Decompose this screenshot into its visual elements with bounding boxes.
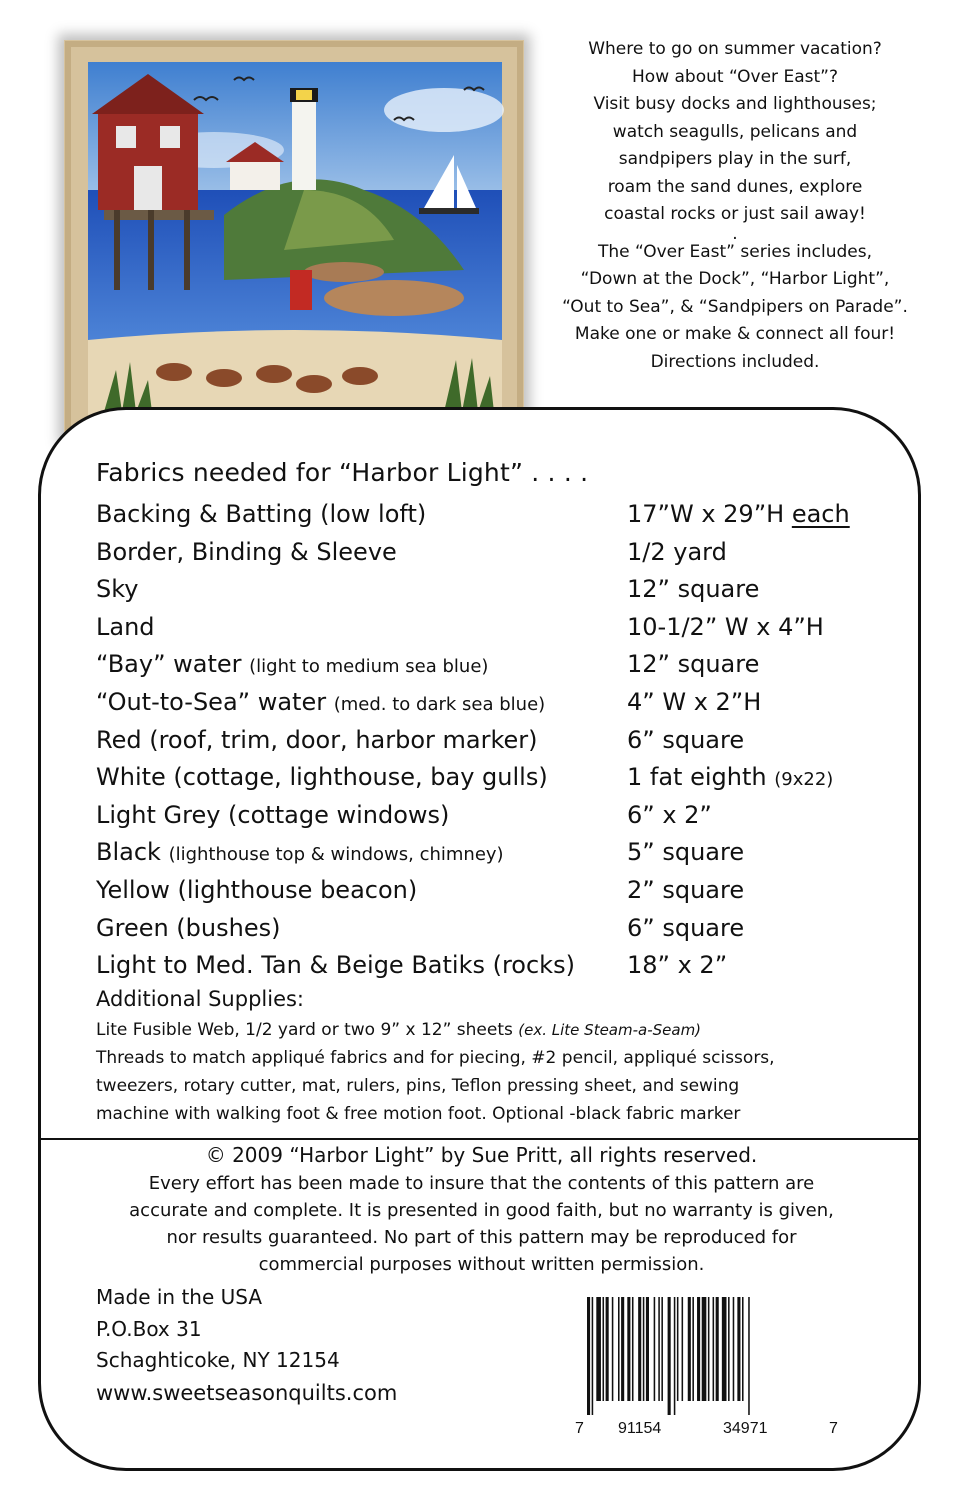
barcode-bar	[692, 1297, 694, 1401]
supplies-line-note: (ex. Lite Steam-a-Seam)	[518, 1021, 702, 1039]
fabric-name	[96, 688, 545, 716]
blurb-dot: .	[732, 223, 738, 244]
fabric-quantity	[627, 763, 833, 791]
supplies-text	[96, 1016, 876, 1128]
fabric-name-text: “Out-to-Sea” water	[96, 688, 327, 716]
blurb-line: sandpipers play in the surf,	[618, 149, 852, 169]
blurb-line: watch seagulls, pelicans and	[612, 121, 858, 142]
fabric-quantity-text: 1 fat eighth	[627, 763, 767, 792]
barcode-bar	[638, 1297, 641, 1401]
copyright-line: © 2009 “Harbor Light” by Sue Pritt, all rights reserved.	[205, 1143, 758, 1167]
barcode-bar	[646, 1297, 649, 1401]
barcode-bar	[708, 1297, 710, 1401]
fabric-row	[96, 951, 886, 987]
disclaimer-line: nor results guaranteed. No part of this pattern may be reproduced for	[166, 1227, 797, 1248]
barcode-bar	[742, 1297, 744, 1401]
fabric-quantity	[627, 500, 850, 528]
fabric-row	[96, 876, 886, 912]
fabric-name-text: Light to Med. Tan & Beige Batiks (rocks)	[96, 951, 575, 980]
fabric-name-text: Backing & Batting (low loft)	[96, 500, 427, 528]
fabric-name	[96, 538, 397, 566]
fabric-quantity	[627, 688, 761, 716]
disclaimer-line: commercial purposes without written permission.	[258, 1254, 705, 1275]
fabric-quantity-text: 2” square	[627, 876, 745, 904]
fabric-name-text: White (cottage, lighthouse, bay gulls)	[96, 763, 548, 792]
blurb-line: “Down at the Dock”, “Harbor Light”,	[580, 269, 890, 289]
blurb-line: How about “Over East”?	[632, 66, 838, 87]
fabric-name-text: Sky	[96, 575, 139, 604]
fabric-name-text: “Bay” water	[96, 650, 242, 679]
fabric-name	[96, 726, 538, 754]
fabric-quantity	[627, 726, 744, 754]
fabric-row	[96, 763, 886, 799]
fabric-quantity-text: 10-1/2” W x 4”H	[627, 612, 824, 641]
fabric-quantity	[627, 613, 824, 641]
blurb-line: coastal rocks or just sail away!	[604, 204, 866, 224]
barcode-group-2: 34971	[723, 1420, 768, 1437]
quilt-photo	[64, 40, 524, 440]
supplies-line: tweezers, rotary cutter, mat, rulers, pins, Teflon pressing sheet, and sewing	[96, 1076, 740, 1096]
fabric-quantity	[627, 538, 727, 566]
po-box-text: P.O.Box 31	[96, 1316, 202, 1341]
barcode-bar	[587, 1297, 590, 1415]
fabric-row	[96, 613, 886, 649]
fabric-name	[96, 575, 138, 603]
barcode-bar	[658, 1297, 660, 1401]
fabric-name-text: Land	[96, 612, 155, 641]
fabric-note: (light to medium sea blue)	[249, 656, 489, 678]
barcode-bar	[606, 1297, 609, 1401]
fabric-row	[96, 500, 886, 536]
supplies-line	[96, 1016, 876, 1044]
fabric-name-text: Light Grey (cottage windows)	[96, 800, 450, 829]
barcode-bar	[603, 1297, 605, 1401]
barcode-bar	[612, 1297, 614, 1401]
barcode-bar	[748, 1297, 750, 1415]
barcode-bar	[674, 1297, 676, 1415]
barcode-bars	[575, 1297, 845, 1417]
supplies-line: Threads to match appliqué fabrics and for piecing, #2 pencil, appliqué scissors,	[96, 1048, 775, 1068]
city-text: Schaghticoke, NY 12154	[96, 1348, 340, 1372]
barcode-bar	[682, 1297, 684, 1401]
fabric-name	[96, 500, 426, 528]
harbor-light-quilt-image	[64, 40, 524, 440]
barcode-group-1: 91154	[618, 1420, 662, 1437]
fabric-name	[96, 914, 280, 942]
fabric-quantity-text: 5” square	[627, 838, 745, 867]
fabric-name-text: Yellow (lighthouse beacon)	[96, 876, 418, 904]
barcode-bar	[688, 1297, 691, 1401]
barcode-bar	[716, 1297, 719, 1401]
supplies-line: machine with walking foot & free motion foot. Optional -black fabric marker	[96, 1104, 741, 1124]
barcode-bar	[643, 1297, 645, 1401]
fabric-name-text: Red (roof, trim, door, harbor marker)	[96, 725, 538, 754]
fabric-quantity-text: 6” square	[627, 913, 745, 942]
barcode-bar	[713, 1297, 715, 1401]
barcode-bar	[677, 1297, 679, 1401]
blurb-line: Visit busy docks and lighthouses;	[593, 94, 877, 114]
fabric-name	[96, 951, 575, 979]
description-blurb	[540, 36, 930, 376]
barcode-bar	[621, 1297, 624, 1401]
blurb-line: Directions included.	[650, 351, 820, 372]
fabric-name	[96, 763, 548, 791]
fabric-quantity	[627, 838, 744, 866]
barcode-bar	[618, 1297, 620, 1401]
barcode-digit-right: 7	[829, 1420, 838, 1437]
fabric-note: (lighthouse top & windows, chimney)	[168, 844, 504, 866]
blurb-line: “Out to Sea”, & “Sandpipers on Parade”.	[562, 296, 908, 317]
fabric-quantity-text: 1/2 yard	[627, 537, 727, 566]
made-in-text: Made in the USA	[96, 1285, 263, 1309]
fabric-quantity-text: 6” square	[627, 725, 745, 754]
fabric-name	[96, 838, 504, 866]
blurb-line: Where to go on summer vacation?	[588, 39, 882, 59]
blurb-line: Make one or make & connect all four!	[574, 324, 896, 344]
fabric-row	[96, 575, 886, 611]
barcode-bar	[627, 1297, 630, 1401]
disclaimer-line: Every effort has been made to insure that the contents of this pattern are	[148, 1173, 815, 1194]
fabric-row	[96, 538, 886, 574]
barcode-digit-left: 7	[575, 1420, 584, 1437]
fabric-name	[96, 801, 449, 829]
fabrics-title: Fabrics needed for “Harbor Light” . . . .	[96, 458, 589, 487]
barcode-bar	[592, 1297, 594, 1415]
barcode-bar	[697, 1297, 700, 1401]
fabric-quantity-extra: (9x22)	[774, 769, 834, 791]
fabric-row	[96, 801, 886, 837]
supplies-title: Additional Supplies:	[96, 987, 305, 1011]
fabric-row	[96, 650, 886, 686]
fabric-quantity-text: 12” square	[627, 575, 760, 604]
fabric-name-text: Black	[96, 838, 161, 867]
copyright-notice	[80, 1142, 883, 1278]
fabric-row	[96, 688, 886, 724]
barcode-bar	[596, 1297, 601, 1401]
barcode-bar	[728, 1297, 730, 1401]
website-link[interactable]: www.sweetseasonquilts.com	[96, 1380, 398, 1405]
barcode-bar	[654, 1297, 656, 1401]
barcode-bar	[702, 1297, 707, 1401]
disclaimer-line: accurate and complete. It is presented in good faith, but no warranty is given,	[129, 1200, 834, 1221]
fabric-quantity-text: 12” square	[627, 650, 760, 679]
fabric-name	[96, 876, 417, 904]
fabric-row	[96, 914, 886, 950]
fabric-name	[96, 650, 488, 678]
fabric-quantity	[627, 951, 727, 979]
fabric-quantity-text: 6” x 2”	[627, 800, 712, 829]
barcode	[575, 1297, 845, 1447]
barcode-bar	[733, 1297, 735, 1401]
fabric-name-text: Border, Binding & Sleeve	[96, 537, 397, 566]
fabric-quantity-text: 18” x 2”	[627, 951, 728, 980]
fabric-quantity	[627, 914, 744, 942]
blurb-line: The “Over East” series includes,	[597, 241, 872, 262]
fabric-quantity-text: 17”W x 29”H	[627, 500, 785, 528]
blurb-line: roam the sand dunes, explore	[607, 176, 863, 197]
barcode-bar	[668, 1297, 671, 1415]
supplies-line-main: Lite Fusible Web, 1/2 yard or two 9” x 12” sheets	[96, 1020, 513, 1040]
fabric-row	[96, 726, 886, 762]
fabric-row	[96, 838, 886, 874]
fabric-name-text: Green (bushes)	[96, 913, 281, 942]
barcode-bar	[737, 1297, 740, 1401]
fabric-quantity	[627, 876, 744, 904]
fabric-quantity-text: 4” W x 2”H	[627, 688, 762, 716]
barcode-bar	[661, 1297, 663, 1401]
fabric-quantity	[627, 650, 759, 678]
fabric-quantity-extra: each	[791, 500, 850, 528]
divider-line	[38, 1138, 921, 1140]
fabric-quantity	[627, 575, 759, 603]
fabric-quantity	[627, 801, 712, 829]
fabric-note: (med. to dark sea blue)	[333, 694, 546, 715]
fabric-name	[96, 613, 155, 641]
barcode-bar	[632, 1297, 634, 1401]
barcode-bar	[722, 1297, 727, 1401]
publisher-address	[96, 1282, 397, 1409]
